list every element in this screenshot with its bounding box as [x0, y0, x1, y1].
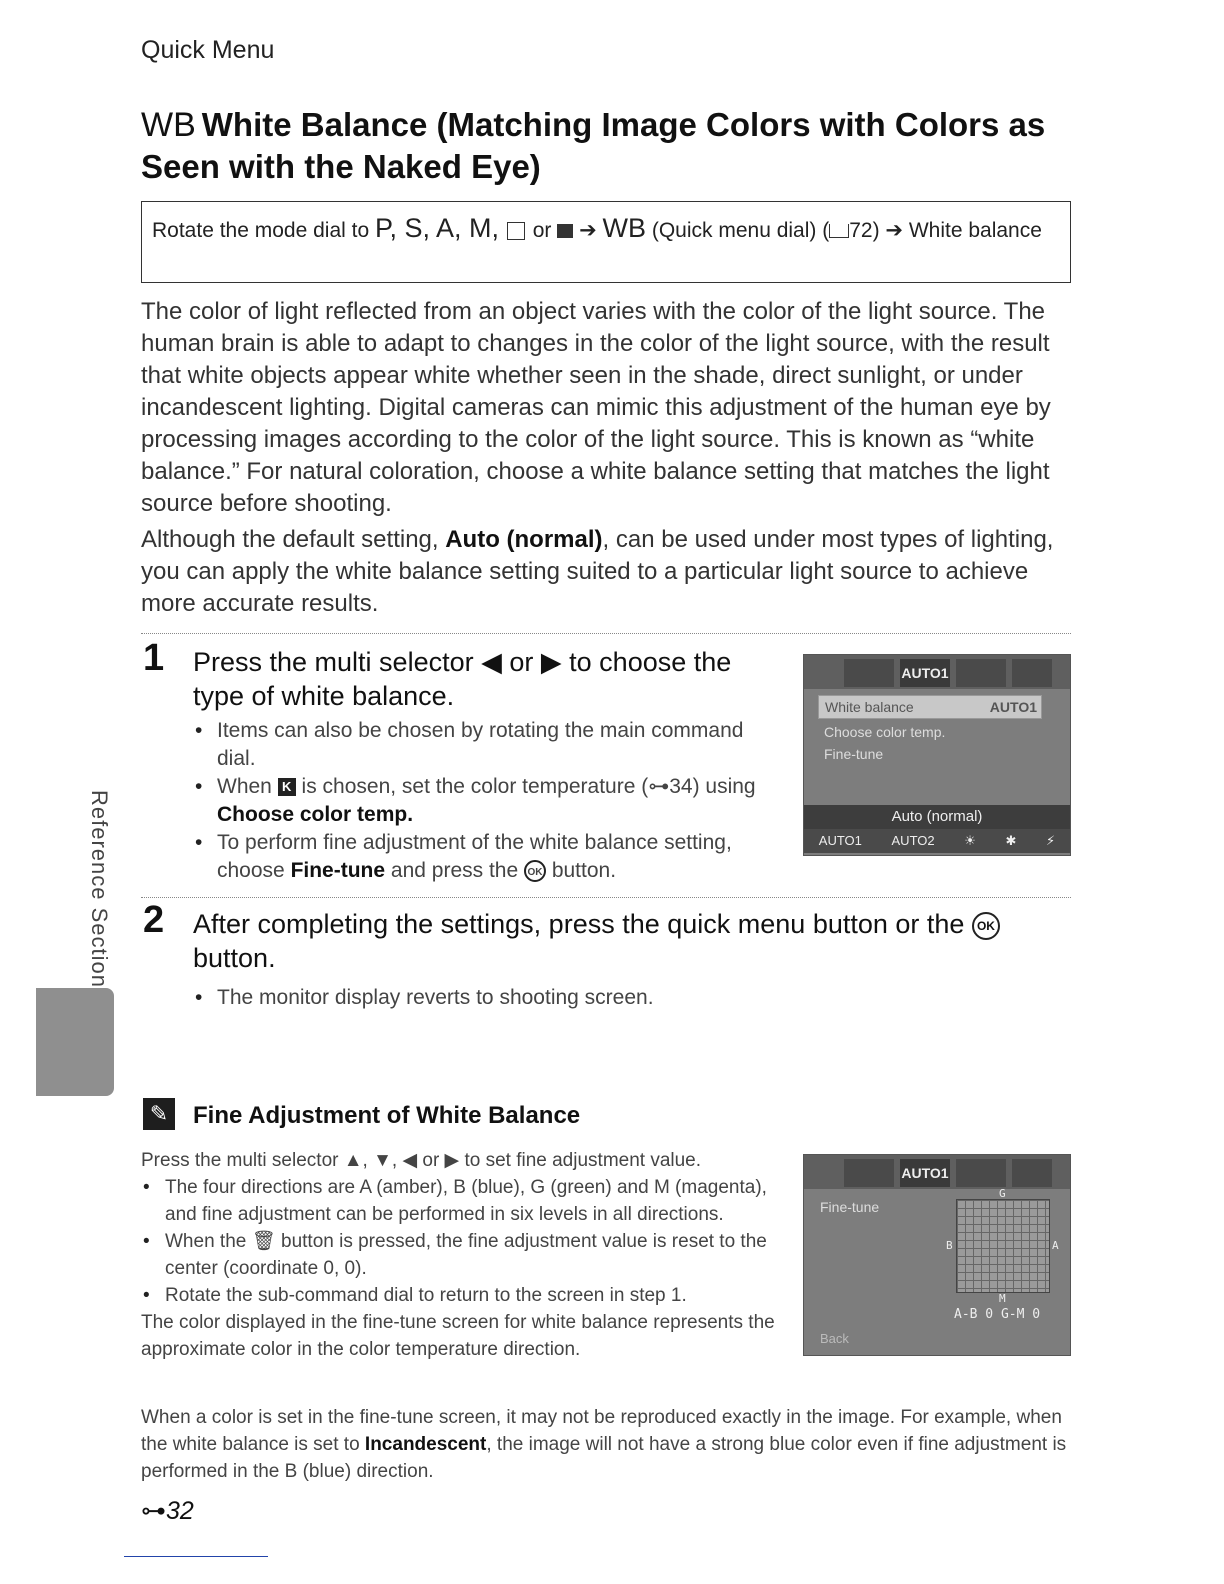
route-or: or [526, 219, 558, 242]
step-1-or: or [501, 647, 541, 677]
screen-tab [956, 659, 1006, 687]
route-close: ) [872, 219, 880, 242]
page-title [141, 104, 1101, 187]
b3-c: button. [545, 859, 617, 882]
route-quick-menu: (Quick menu dial) ( [646, 219, 830, 242]
left-arrow-icon: ◀ [481, 647, 502, 677]
direction-arrows-icon: ▲, ▼, ◀ [343, 1150, 418, 1171]
note-p3-bold: Incandescent [364, 1434, 487, 1455]
divider [141, 633, 1071, 634]
fine-tune-readout: A-B 0 G-M 0 [954, 1307, 1041, 1322]
sun-icon: ☀ [964, 833, 976, 848]
page-number [141, 1496, 194, 1526]
screen-tab [844, 1159, 894, 1187]
b2-b: is chosen, set the color temperature ( [295, 775, 649, 798]
b2-bold: Choose color temp. [217, 803, 414, 826]
step-2-text-a: After completing the settings, press the quick menu button or the [193, 909, 972, 939]
row-label: White balance [825, 699, 914, 715]
wb-icon: WB [141, 106, 196, 144]
screen-footer-label: Auto (normal) [804, 805, 1070, 829]
list-item [193, 773, 768, 829]
movie-icon [557, 224, 573, 238]
right-arrow-icon: ▶ [540, 647, 562, 677]
book-icon [829, 224, 849, 238]
screen-tab-bar [804, 1155, 1070, 1189]
list-item: • The monitor display reverts to shooting screen. [193, 984, 1053, 1012]
menu-row-fine-tune: Fine-tune [824, 746, 884, 762]
k-icon: K [278, 778, 296, 796]
note-b2-b: button is pressed, the fine adjustment value is reset to the center (coordinate 0, 0). [165, 1231, 767, 1279]
screen-tab-active: AUTO1 [900, 659, 950, 687]
side-thumb-block [36, 988, 114, 1096]
step-1-number: 1 [143, 637, 165, 679]
fine-tune-grid [956, 1199, 1050, 1293]
note-b2-a: When the [165, 1231, 252, 1252]
b3-a: To perform fine adjustment of the white balance setting, choose [217, 831, 732, 882]
b3-b: and press the [385, 859, 524, 882]
screen-tab-active: AUTO1 [900, 1159, 950, 1187]
step-1-text-a: Press the multi selector [193, 647, 482, 677]
route-ref: 72 [849, 219, 873, 242]
b3-bold: Fine-tune [290, 859, 386, 882]
menu-row-choose-color-temp: Choose color temp. [824, 724, 946, 740]
route-arrow-2: ➔ [879, 219, 909, 242]
back-hint: Back [820, 1331, 849, 1346]
note-intro [141, 1147, 781, 1174]
step-2-text [193, 907, 1073, 975]
intro-text [141, 296, 1071, 624]
scene-icon [507, 222, 525, 240]
step-2-number: 2 [143, 899, 165, 941]
intro-paragraph-2 [141, 524, 1071, 620]
ref-section-icon: ⊶ [141, 1497, 166, 1525]
note-paragraph-2: The color displayed in the fine-tune screen for white balance represents the approximate color in the color temperature direction. [141, 1312, 775, 1360]
camera-screen-fine-tune [803, 1154, 1071, 1356]
b2-ref: 34 [669, 775, 693, 798]
ref-icon: ⊶ [648, 775, 670, 798]
list-item: • Rotate the sub-command dial to return to the screen in step 1. [141, 1282, 781, 1309]
row-value: AUTO1 [989, 699, 1037, 715]
note-pencil-icon: ✎ [143, 1098, 175, 1130]
step-1-text [193, 645, 783, 713]
note-bullets [141, 1174, 781, 1309]
page-number-value: 32 [166, 1497, 194, 1525]
note-paragraph-3 [141, 1404, 1071, 1485]
route-arrow: ➔ [573, 219, 603, 242]
menu-row-white-balance [818, 695, 1042, 719]
grid-label-a: A [1052, 1239, 1059, 1252]
note-or: or [417, 1150, 445, 1171]
note-p3-b: , the image will not have a strong blue color even if fine adjustment is performed in the B (blue) direction. [141, 1434, 1067, 1482]
intro-paragraph-1: The color of light reflected from an object varies with the color of the light source. The human brain is able to adapt to changes in the color of the light source, with the result that white objects appear white whether seen in the shade, direct sunlight, or under incandescent lighting. Digital cameras can mimic this adjustment of the human eye by processing images according to the color of the light source. This is known as “white balance.” For natural coloration, choose a white balance setting that matches the light source before shooting. [141, 298, 1051, 517]
battery-icon [1012, 659, 1052, 687]
note-intro-b: to set fine adjustment value. [459, 1150, 702, 1171]
screen-icon-strip [804, 829, 1070, 853]
trash-icon: 🗑 [251, 1231, 276, 1252]
list-item: • Items can also be chosen by rotating the main command dial. [193, 717, 768, 773]
list-item [141, 1228, 781, 1282]
battery-icon [1012, 1159, 1052, 1187]
screen-tab [956, 1159, 1006, 1187]
route-modes: P, S, A, M, [374, 213, 500, 243]
b2-a: When [217, 775, 278, 798]
route-prefix: Rotate the mode dial to [152, 219, 375, 242]
side-tab-label: Reference Section [87, 790, 112, 988]
flash-icon: ⚡ [1046, 833, 1056, 848]
grid-label-g: G [999, 1187, 1006, 1200]
note-title: Fine Adjustment of White Balance [193, 1102, 581, 1129]
ok-button-icon: OK [972, 912, 1000, 940]
fine-tune-label: Fine-tune [820, 1199, 880, 1215]
b2-c: ) using [692, 775, 756, 798]
step-1-bullets [193, 717, 768, 885]
route-box [141, 201, 1071, 283]
bottom-rule [124, 1556, 268, 1557]
step-2-bullets [193, 984, 1053, 1012]
grid-label-m: M [999, 1292, 1006, 1305]
step-2-text-b: button. [193, 943, 276, 973]
intro-p2-b: , can be used under most types of lighting, you can apply the white balance setting suited to a particular light source to achieve more accurate results. [141, 526, 1054, 617]
incandescent-icon: ✱ [1005, 833, 1017, 848]
screen-icon-auto2: AUTO2 [891, 833, 935, 848]
ok-button-icon: OK [524, 860, 546, 882]
note-body [141, 1147, 781, 1363]
screen-icon-auto1: AUTO1 [818, 833, 862, 848]
camera-screen-white-balance [803, 654, 1071, 856]
grid-label-b: B [946, 1239, 953, 1252]
route-wb: WB [602, 213, 646, 243]
intro-p2-a: Although the default setting, [141, 526, 446, 553]
note-p3-a: When a color is set in the fine-tune screen, it may not be reproduced exactly in the image. For example, when the white balance is set to [141, 1407, 1062, 1455]
intro-p2-bold: Auto (normal) [445, 526, 603, 553]
running-head: Quick Menu [141, 36, 275, 64]
step-1-text-b: to choose the type of white balance. [193, 647, 732, 711]
page-title-text: White Balance (Matching Image Colors with Colors as Seen with the Naked Eye) [141, 106, 1046, 185]
right-arrow-icon: ▶ [444, 1150, 460, 1171]
screen-tab [844, 659, 894, 687]
list-item: • The four directions are A (amber), B (blue), G (green) and M (magenta), and fine adjustment can be performed in six levels in all directions. [141, 1174, 781, 1228]
route-white-balance: White balance [908, 219, 1042, 242]
list-item [193, 829, 768, 885]
divider [141, 897, 1071, 898]
note-intro-a: Press the multi selector [141, 1150, 344, 1171]
screen-tab-bar [804, 655, 1070, 689]
